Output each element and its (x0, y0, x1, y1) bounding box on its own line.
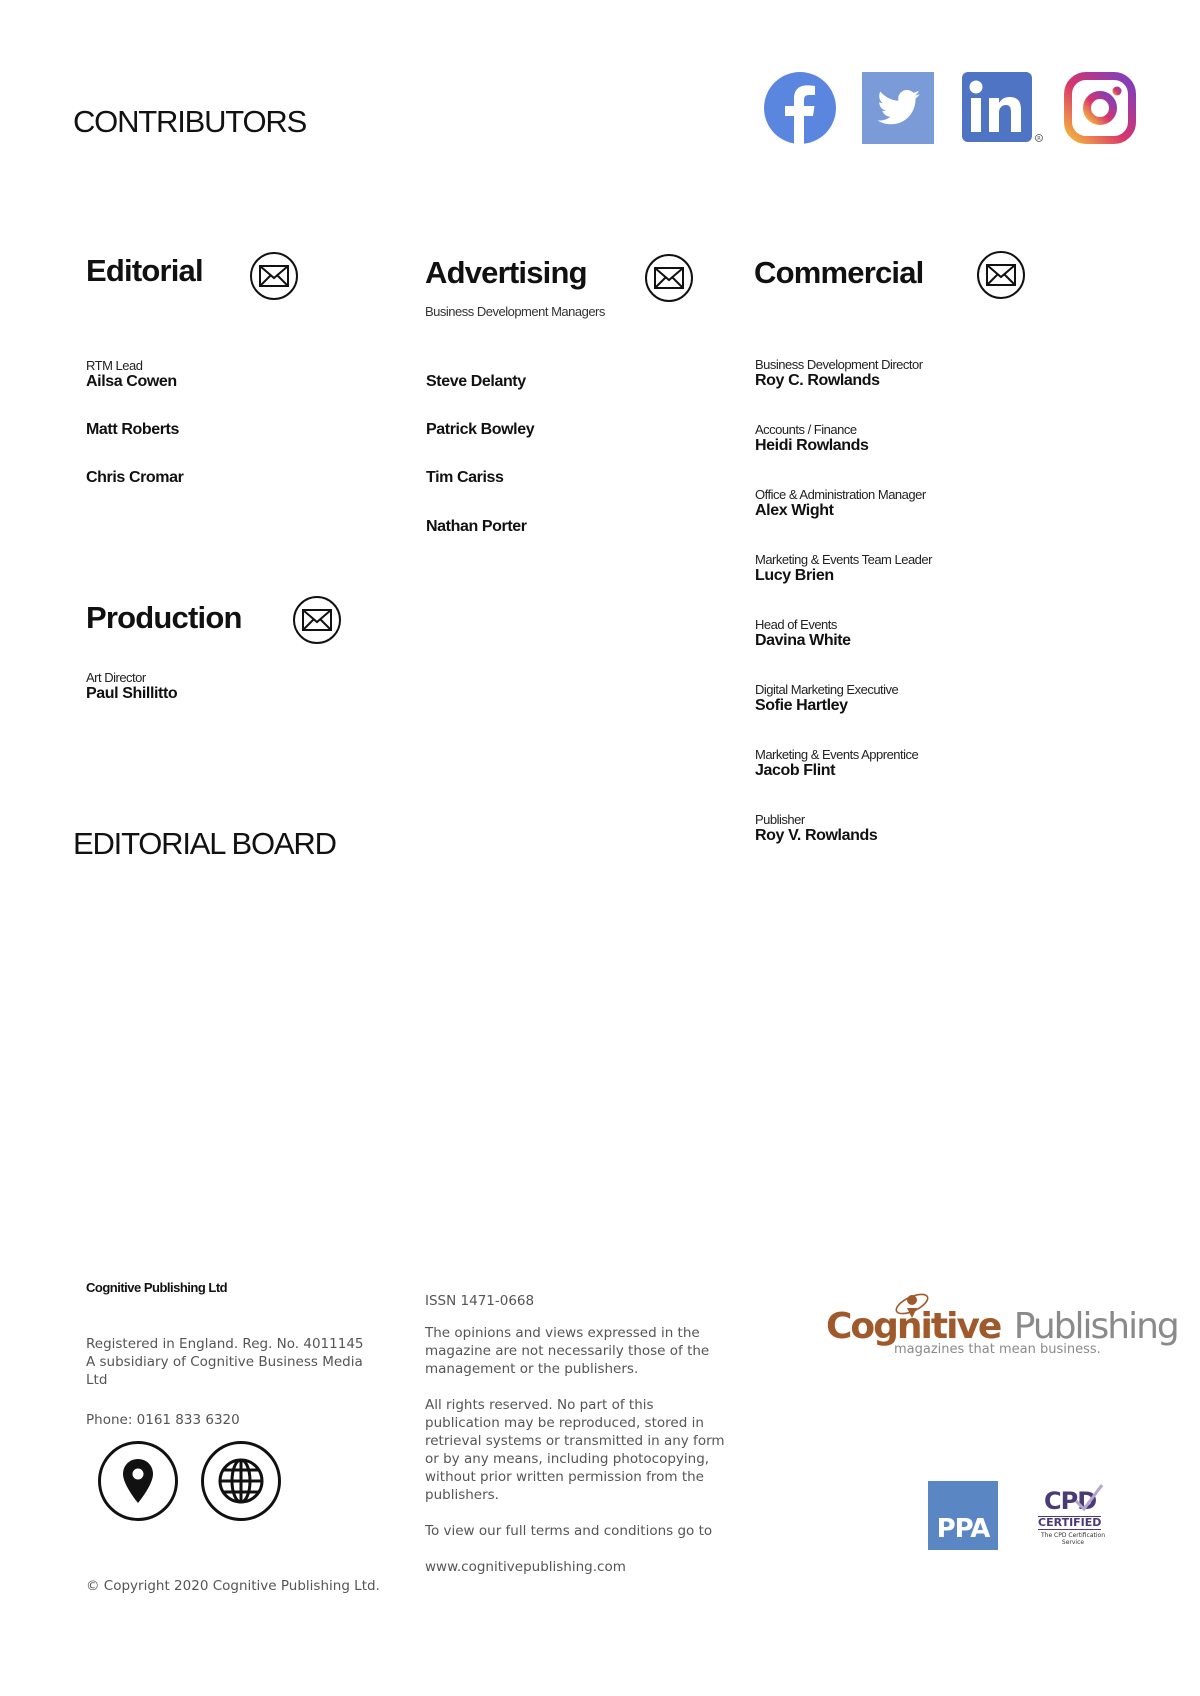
commercial-person-6 (755, 683, 898, 715)
person-role: RTM Lead (86, 358, 143, 373)
advertising-person-1: Steve Delanty (426, 373, 526, 390)
opinions-text: The opinions and views expressed in the magazine are not necessarily those of the management or the publishers. (425, 1325, 710, 1377)
editorial-board-heading: EDITORIAL BOARD (73, 826, 336, 861)
logo-word-cognitive: Cognitive (826, 1306, 1001, 1347)
person-role: Head of Events (755, 617, 837, 632)
person-role: Publisher (755, 812, 805, 827)
advertising-person-2: Patrick Bowley (426, 421, 535, 438)
linkedin-icon[interactable] (962, 72, 1046, 149)
commercial-person-5 (755, 618, 851, 650)
logo-tagline: magazines that mean business. (894, 1342, 1101, 1357)
commercial-person-1 (755, 358, 923, 390)
footer-legal (425, 1292, 725, 1576)
cpd-certified-text: CERTIFIED (1038, 1516, 1102, 1529)
ppa-badge (928, 1481, 998, 1550)
twitter-icon[interactable] (862, 72, 934, 149)
person-name: Heidi Rowlands (755, 437, 869, 454)
advertising-person-4: Nathan Porter (426, 518, 527, 535)
footer-phone: Phone: 0161 833 6320 (86, 1412, 240, 1428)
person-role: Marketing & Events Apprentice (755, 747, 919, 762)
ppa-label: PPA (936, 1514, 990, 1544)
commercial-email-icon[interactable] (977, 251, 1025, 299)
person-name: Roy V. Rowlands (755, 827, 878, 844)
person-name: Roy C. Rowlands (755, 372, 880, 389)
production-person-1 (86, 671, 177, 703)
person-name: Davina White (755, 632, 851, 649)
production-email-icon[interactable] (293, 596, 341, 644)
footer-registration (86, 1335, 386, 1389)
advertising-email-icon[interactable] (645, 254, 693, 302)
globe-icon[interactable] (201, 1441, 281, 1521)
cpd-label: CPD (1044, 1487, 1097, 1515)
production-title: Production (86, 600, 242, 635)
terms-text: To view our full terms and conditions go to (425, 1523, 713, 1539)
editorial-person-2: Matt Roberts (86, 421, 179, 438)
checkmark-icon (1074, 1483, 1104, 1513)
person-role: Accounts / Finance (755, 422, 857, 437)
commercial-title: Commercial (754, 255, 924, 290)
cpd-service-text: The CPD Certification Service (1040, 1532, 1106, 1546)
advertising-title: Advertising (425, 255, 587, 290)
commercial-person-7 (755, 748, 918, 780)
editorial-person-3: Chris Cromar (86, 469, 184, 486)
registration-text: Registered in England. Reg. No. 4011145 (86, 1336, 364, 1352)
editorial-title: Editorial (86, 253, 203, 288)
location-pin-icon[interactable] (98, 1441, 178, 1521)
commercial-person-3 (755, 488, 926, 520)
cpd-certified-badge (1034, 1483, 1110, 1553)
editorial-person-1 (86, 359, 177, 391)
person-name: Paul Shillitto (86, 685, 178, 702)
person-role: Marketing & Events Team Leader (755, 552, 932, 567)
footer-copyright: © Copyright 2020 Cognitive Publishing Ltd. (86, 1578, 380, 1594)
person-role: Art Director (86, 670, 146, 685)
person-role: Digital Marketing Executive (755, 682, 899, 697)
editorial-email-icon[interactable] (250, 252, 298, 300)
advertising-person-3: Tim Cariss (426, 469, 504, 486)
person-role: Business Development Director (755, 357, 923, 372)
logo-word-publishing: Publishing (1013, 1306, 1178, 1347)
commercial-person-4 (755, 553, 932, 585)
person-name: Sofie Hartley (755, 697, 848, 714)
rights-text: All rights reserved. No part of this publication may be reproduced, stored in retrieval systems or transmitted in any form or by any means, including photocopying, without prior written permission from the publishers. (425, 1397, 725, 1503)
commercial-person-8 (755, 813, 877, 845)
instagram-icon[interactable] (1064, 72, 1136, 149)
contributors-heading: CONTRIBUTORS (73, 104, 307, 139)
cognitive-publishing-logo (826, 1286, 1178, 1357)
person-name: Ailsa Cowen (86, 373, 177, 390)
svg-text:R: R (1037, 136, 1041, 142)
person-name: Lucy Brien (755, 567, 834, 584)
person-name: Alex Wight (755, 502, 834, 519)
advertising-subtitle: Business Development Managers (425, 304, 605, 319)
subsidiary-text: A subsidiary of Cognitive Business Media Ltd (86, 1354, 363, 1388)
footer-company-name: Cognitive Publishing Ltd (86, 1280, 228, 1295)
issn-text: ISSN 1471-0668 (425, 1293, 535, 1309)
commercial-person-2 (755, 423, 869, 455)
website-link[interactable]: www.cognitivepublishing.com (425, 1559, 626, 1575)
facebook-icon[interactable] (764, 72, 836, 149)
person-role: Office & Administration Manager (755, 487, 926, 502)
person-name: Jacob Flint (755, 762, 836, 779)
